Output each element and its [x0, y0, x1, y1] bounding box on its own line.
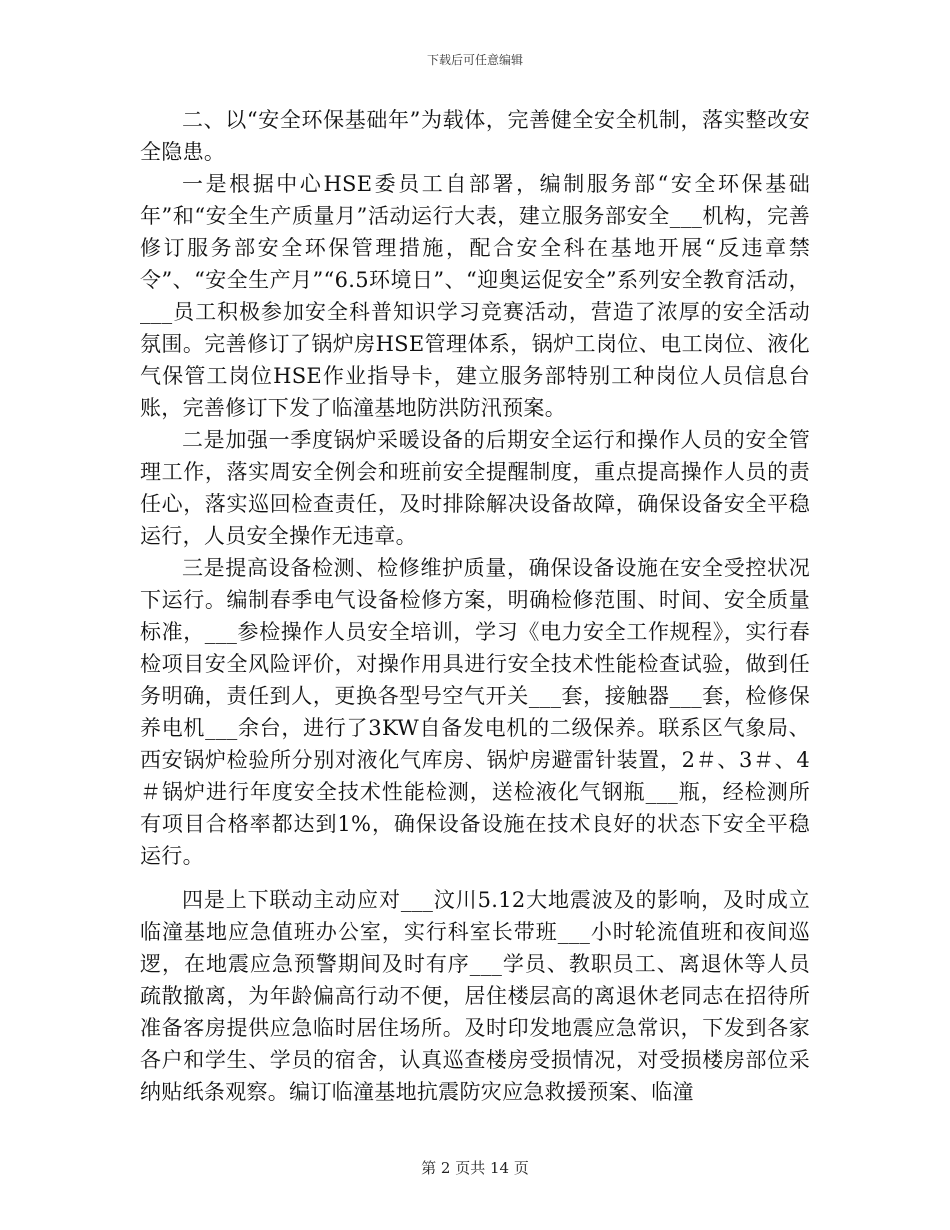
paragraph-item-one: 一是根据中心HSE委员工自部署，编制服务部“安全环保基础年”和“安全生产质量月”活动运行大表，建立服务部安全___机构，完善修订服务部安全环保管理措施，配合安全科在基地开展“反违章禁令”、“安全生产月”“6.5环境日”、“迎奥运促安全”系列安全教育活动，___员工积极参加安全科普知识学习竞赛活动，营造了浓厚的安全活动氛围。完善修订了锅炉房HSE管理体系，锅炉工岗位、电工岗位、液化气保管工岗位HSE作业指导卡，建立服务部特别工种岗位人员信息台账，完善修订下发了临潼基地防洪防汛预案。: [140, 172, 810, 420]
paragraph-item-four: 四是上下联动主动应对___汶川5.12大地震波及的影响，及时成立临潼基地应急值班办公室，实行科室长带班___小时轮流值班和夜间巡逻，在地震应急预警期间及时有序___学员、教职员工、离退休等人员疏散撤离，为年龄偏高行动不便，居住楼层高的离退休老同志在招待所准备客房提供应急临时居住场所。及时印发地震应急常识，下发到各家各户和学生、学员的宿舍，认真巡查楼房受损情况，对受损楼房部位采纳贴纸条观察。编订临潼基地抗震防灾应急救援预案、临潼: [140, 888, 810, 1104]
paragraph-section-heading: 二、以“安全环保基础年”为载体，完善健全安全机制，落实整改安全隐患。: [140, 108, 810, 164]
paragraph-item-three: 三是提高设备检测、检修维护质量，确保设备设施在安全受控状况下运行。编制春季电气设备检修方案，明确检修范围、时间、安全质量标准，___参检操作人员安全培训，学习《电力安全工作规程》，实行春检项目安全风险评价，对操作用具进行安全技术性能检查试验，做到任务明确，责任到人，更换各型号空气开关___套，接触器___套，检修保养电机___余台，进行了3KW自备发电机的二级保养。联系区气象局、西安锅炉检验所分别对液化气库房、锅炉房避雷针装置，2＃、3＃、4＃锅炉进行年度安全技术性能检测，送检液化气钢瓶___瓶，经检测所有项目合格率都达到1%，确保设备设施在技术良好的状态下安全平稳运行。: [140, 556, 810, 868]
page-header-note: 下载后可任意编辑: [426, 53, 523, 67]
page-number-footer: 第 2 页共 14 页: [421, 1159, 529, 1177]
document-body: [140, 104, 810, 1108]
paragraph-item-two: 二是加强一季度锅炉采暖设备的后期安全运行和操作人员的安全管理工作，落实周安全例会和班前安全提醒制度，重点提高操作人员的责任心，落实巡回检查责任，及时排除解决设备故障，确保设备安全平稳运行，人员安全操作无违章。: [140, 428, 810, 548]
